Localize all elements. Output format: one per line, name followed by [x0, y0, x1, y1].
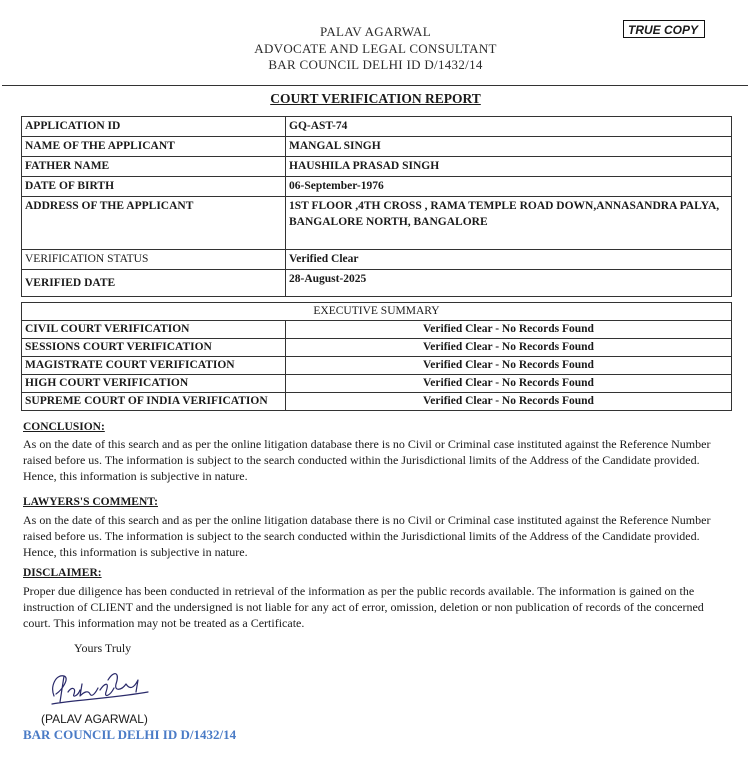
summary-row-result: Verified Clear - No Records Found	[286, 339, 732, 357]
lawyers-comment-heading: LAWYERS'S COMMENT:	[23, 496, 158, 508]
closing-text: Yours Truly	[74, 641, 132, 655]
executive-summary-heading: EXECUTIVE SUMMARY	[22, 303, 732, 321]
verified-date-label: VERIFIED DATE	[22, 270, 286, 297]
application-id-value: GQ-AST-74	[286, 117, 732, 137]
table-row	[22, 177, 732, 197]
table-row	[22, 117, 732, 137]
advocate-name: PALAV AGARWAL	[320, 24, 431, 39]
father-name-label: FATHER NAME	[22, 157, 286, 177]
summary-row-label: SESSIONS COURT VERIFICATION	[22, 339, 286, 357]
verification-status-label: VERIFICATION STATUS	[22, 250, 286, 270]
table-row	[22, 303, 732, 321]
address-value: 1ST FLOOR ,4TH CROSS , RAMA TEMPLE ROAD DOWN,ANNASANDRA PALYA, BANGALORE NORTH, BANGALORE	[286, 197, 732, 250]
table-row	[22, 197, 732, 250]
summary-row-result: Verified Clear - No Records Found	[286, 375, 732, 393]
dob-value: 06-September-1976	[286, 177, 732, 197]
summary-row-result: Verified Clear - No Records Found	[286, 321, 732, 339]
verified-date-value: 28-August-2025	[286, 270, 732, 297]
header-divider	[2, 85, 748, 86]
father-name-value: HAUSHILA PRASAD SINGH	[286, 157, 732, 177]
table-row	[22, 357, 732, 375]
signatory-bar-id: BAR COUNCIL DELHI ID D/1432/14	[23, 727, 237, 742]
dob-label: DATE OF BIRTH	[22, 177, 286, 197]
table-row	[22, 321, 732, 339]
signatory-name: (PALAV AGARWAL)	[41, 712, 148, 726]
lawyers-comment-text: As on the date of this search and as per the online litigation database there is no Civil or Criminal case instituted against the Reference Number raised before us. The information is subject to the search conducted within the Jurisdictional limits of the Address of the Candidate provided. Hence, this information is subjective in nature.	[23, 513, 711, 559]
table-row	[22, 270, 732, 297]
table-row	[22, 339, 732, 357]
table-row	[22, 157, 732, 177]
application-id-label: APPLICATION ID	[22, 117, 286, 137]
table-row	[22, 375, 732, 393]
executive-summary-table	[21, 302, 732, 411]
true-copy-stamp: TRUE COPY	[623, 20, 705, 38]
summary-row-result: Verified Clear - No Records Found	[286, 393, 732, 411]
verification-status-value: Verified Clear	[286, 250, 732, 270]
summary-row-label: HIGH COURT VERIFICATION	[22, 375, 286, 393]
summary-row-label: MAGISTRATE COURT VERIFICATION	[22, 357, 286, 375]
summary-row-label: CIVIL COURT VERIFICATION	[22, 321, 286, 339]
applicant-name-value: MANGAL SINGH	[286, 137, 732, 157]
applicant-details-table	[21, 116, 732, 297]
handwritten-signature	[44, 662, 154, 708]
applicant-name-label: NAME OF THE APPLICANT	[22, 137, 286, 157]
summary-row-result: Verified Clear - No Records Found	[286, 357, 732, 375]
summary-row-label: SUPREME COURT OF INDIA VERIFICATION	[22, 393, 286, 411]
address-label: ADDRESS OF THE APPLICANT	[22, 197, 286, 250]
report-title: COURT VERIFICATION REPORT	[270, 91, 481, 106]
disclaimer-text: Proper due diligence has been conducted in retrieval of the information as per the public records available. The information is gained on the instruction of CLIENT and the undersigned is not liable for any act of error, omission, deletion or non publication of records of the concerned court. This information may not be treated as a Certificate.	[23, 584, 704, 630]
advocate-designation: ADVOCATE AND LEGAL CONSULTANT	[254, 41, 497, 56]
advocate-bar-id: BAR COUNCIL DELHI ID D/1432/14	[268, 57, 483, 72]
table-row	[22, 137, 732, 157]
table-row	[22, 393, 732, 411]
disclaimer-heading: DISCLAIMER:	[23, 567, 102, 579]
table-row	[22, 250, 732, 270]
conclusion-heading: CONCLUSION:	[23, 421, 105, 433]
conclusion-text: As on the date of this search and as per the online litigation database there is no Civil or Criminal case instituted against the Reference Number raised before us. The information is subject to the search conducted within the Jurisdictional limits of the Address of the Candidate provided. Hence, this information is subjective in nature.	[23, 437, 711, 483]
